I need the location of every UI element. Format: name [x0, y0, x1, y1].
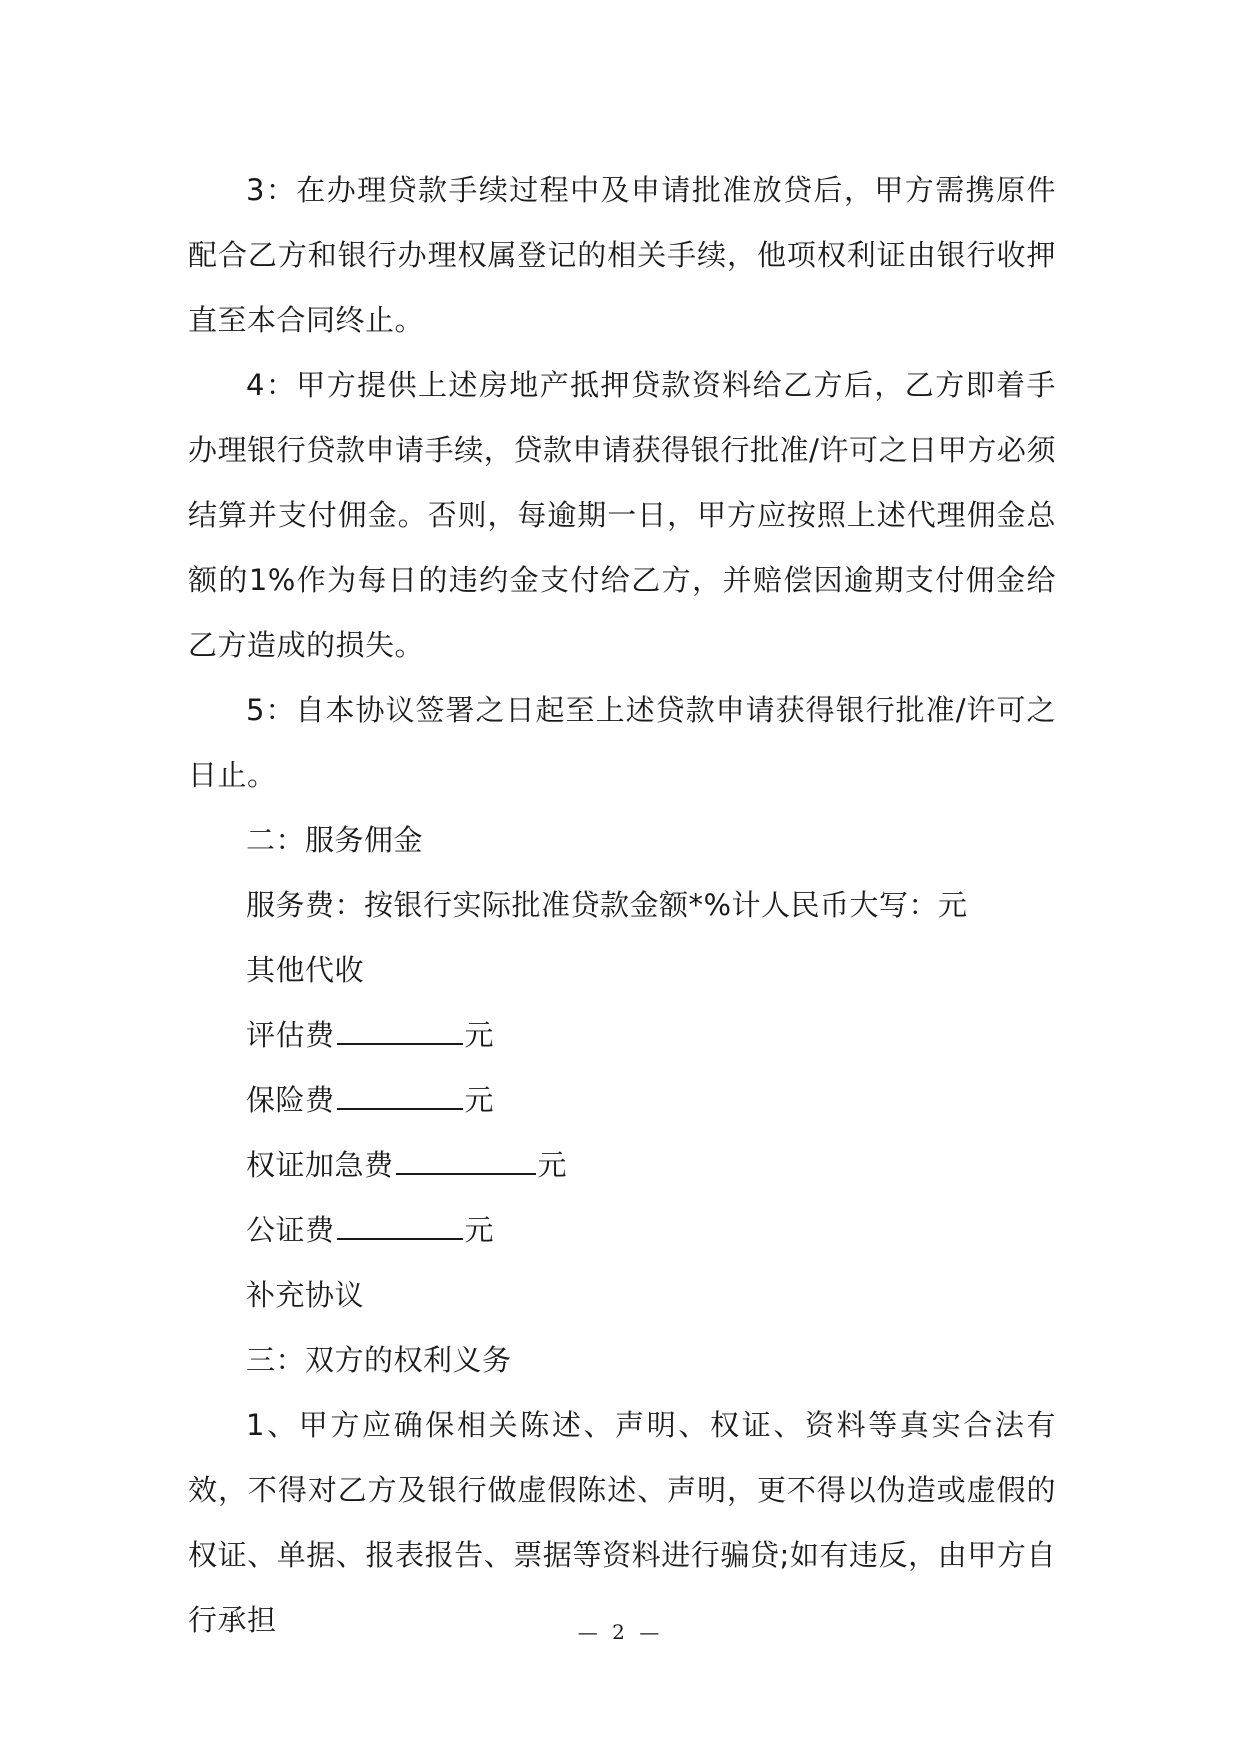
- fee-row-expedite: [188, 1133, 1056, 1198]
- fee-unit: 元: [464, 1018, 495, 1052]
- clause-4-paragraph: 4：甲方提供上述房地产抵押贷款资料给乙方后，乙方即着手办理银行贷款申请手续，贷款申请获得银行批准/许可之日甲方必须结算并支付佣金。否则，每逾期一日，甲方应按照上述代理佣金总额的1%作为每日的违约金支付给乙方，并赔偿因逾期支付佣金给乙方造成的损失。: [188, 368, 1056, 662]
- fee-label: 权证加急费: [246, 1148, 394, 1182]
- blank-underline: [337, 1017, 463, 1045]
- fee-unit: 元: [537, 1148, 568, 1182]
- blank-underline: [337, 1212, 463, 1240]
- supplement-label: 补充协议: [246, 1278, 365, 1312]
- service-fee-line: 服务费：按银行实际批准贷款金额*%计人民币大写：元: [246, 888, 968, 922]
- fee-label: 公证费: [246, 1213, 335, 1247]
- blank-underline: [337, 1082, 463, 1110]
- blank-underline: [396, 1147, 536, 1175]
- fee-label: 保险费: [246, 1083, 335, 1117]
- fee-unit: 元: [464, 1083, 495, 1117]
- section-3-heading: 三：双方的权利义务: [246, 1343, 512, 1377]
- fee-row-notary: [188, 1198, 1056, 1263]
- fee-label: 评估费: [246, 1018, 335, 1052]
- fee-row-appraisal: [188, 1003, 1056, 1068]
- section-3-clause-1-paragraph: 1、甲方应确保相关陈述、声明、权证、资料等真实合法有效，不得对乙方及银行做虚假陈述、声明，更不得以伪造或虚假的权证、单据、报表报告、票据等资料进行骗贷;如有违反，由甲方自行承担: [188, 1408, 1056, 1637]
- fee-unit: 元: [464, 1213, 495, 1247]
- clause-5-paragraph: 5：自本协议签署之日起至上述贷款申请获得银行批准/许可之日止。: [188, 693, 1056, 792]
- other-collect-label: 其他代收: [246, 953, 365, 987]
- section-2-heading: 二：服务佣金: [246, 823, 424, 857]
- document-body: [188, 158, 1056, 1653]
- page-number: — 2 —: [577, 1620, 664, 1644]
- fee-row-insurance: [188, 1068, 1056, 1133]
- clause-3-paragraph: 3：在办理贷款手续过程中及申请批准放贷后，甲方需携原件配合乙方和银行办理权属登记的相关手续，他项权利证由银行收押直至本合同终止。: [188, 173, 1056, 337]
